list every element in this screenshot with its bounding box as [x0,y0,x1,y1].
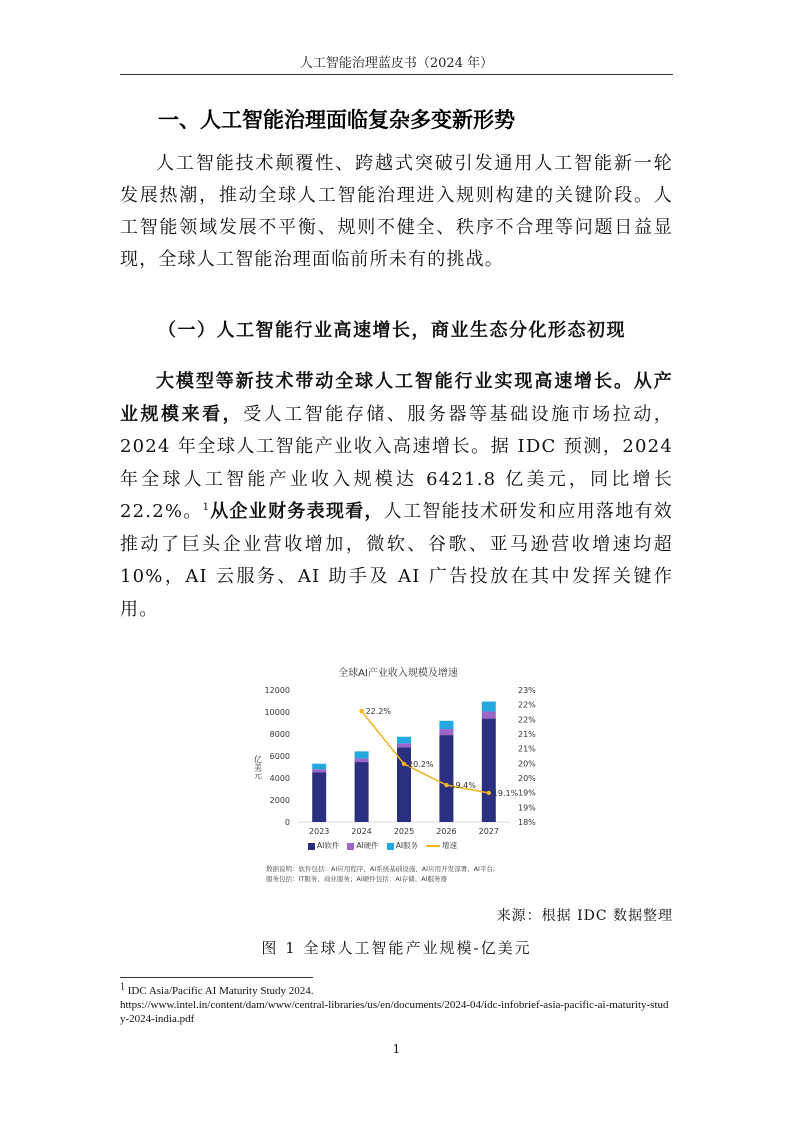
bar-services [439,721,453,729]
growth-data-label: 22.2% [365,707,392,717]
y-tick-label: 0 [284,818,290,827]
y-tick-label: 2000 [269,796,290,805]
body-text-2: 人工智能技术研发和应用落地有效推动了巨头企业营收增加，微软、谷歌、亚马逊营收增速均超 10%，AI 云服务、AI 助手及 AI 广告投放在其中发挥关键作用。 [120,501,673,620]
header-rule [120,74,673,75]
growth-data-label: 20.2% [408,759,434,769]
bar-hardware [355,758,369,762]
bar-hardware [482,711,496,718]
chart-note-2: 服务包括：IT服务、商业服务；AI硬件包括：AI存储、AI服务器 [266,875,447,883]
y2-tick-label: 20% [518,759,536,769]
section-heading: 一、人工智能治理面临复杂多变新形势 [158,108,515,132]
y2-tick-label: 21% [518,744,536,754]
y2-tick-label: 19% [518,788,536,798]
bar-hardware [397,743,411,747]
y-axis-label: 亿美元 [253,755,263,779]
legend-item-growth: 增速 [426,840,457,851]
growth-point [402,762,406,766]
y2-tick-label: 20% [518,774,536,783]
bar-software [482,719,496,822]
growth-data-label: 19.4% [450,781,476,791]
y-tick-label: 8000 [269,730,290,739]
chart-legend [308,840,457,851]
bar-hardware [439,729,453,735]
y-tick-label: 4000 [269,774,290,783]
y2-tick-label: 19% [518,803,536,813]
growth-data-label: 19.1% [492,788,519,798]
figure-caption: 图 1 全球人工智能产业规模-亿美元 [261,939,532,957]
figure-source: 来源：根据 IDC 数据整理 [496,908,673,924]
bar-software [312,773,326,823]
lead-bold-text-2: 从企业财务表现看， [210,501,384,522]
y2-tick-label: 22% [518,715,536,725]
running-header: 人工智能治理蓝皮书（2024 年） [299,56,494,71]
x-tick-label: 2023 [309,827,330,836]
chart-svg [248,660,548,840]
y-tick-label: 12000 [264,686,290,695]
body-text: 受人工智能存储、服务器等基础设施市场拉动，2024 年全球人工智能产业收入高速增长。据 IDC 预测，2024 年全球人工智能产业收入规模达 6421.8 亿美元，同比增长 22.2%。 [120,403,673,522]
x-tick-label: 2025 [393,827,415,836]
subsection-paragraph [120,366,673,626]
bar-services [482,702,496,712]
bar-services [312,764,326,770]
footnote-line-1: $^1$ IDC Asia/Pacific AI Maturity Study 2024. [120,981,314,997]
growth-point [487,791,491,795]
growth-point [444,783,448,787]
footnote-reference[interactable]: 1 [202,502,211,513]
section-paragraph: 人工智能技术颠覆性、跨越式突破引发通用人工智能新一轮发展热潮，推动全球人工智能治理进入规则构建的关键阶段。人工智能领域发展不平衡、规则不健全、秩序不合理等问题日益显现，全球人工智能治理面临前所未有的挑战。 [120,153,673,270]
page-number: 1 [392,1042,401,1056]
bar-services [397,737,411,744]
x-tick-label: 2024 [351,827,372,836]
y2-tick-label: 18% [518,818,536,827]
footnote [120,981,673,1026]
y-tick-label: 6000 [269,752,290,761]
lead-bold-text: 大模型等新技术带动全球人工智能行业实现高速增长。从产业规模来看， [120,371,673,425]
chart-note-1: 数据说明：软件包括：AI应用程序、AI系统基础设施、AI应用开发部署、AI平台; [266,865,496,873]
revenue-chart [248,660,548,890]
y2-tick-label: 23% [518,686,536,695]
legend-item-software: AI软件 [308,840,339,851]
footnote-url[interactable]: https://www.intel.in/content/dam/www/central-libraries/us/en/documents/2024-04/idc-infobrief-asia-pacific-ai-maturity-study-2024-india.pdf [120,999,669,1025]
x-tick-label: 2026 [436,827,457,836]
subsection-heading: （一）人工智能行业高速增长，商业生态分化形态初现 [158,320,626,341]
y2-tick-label: 22% [518,700,536,710]
y-tick-label: 10000 [264,708,290,717]
chart-title: 全球AI产业收入规模及增速 [338,668,458,679]
bar-software [355,762,369,822]
growth-point [359,709,363,713]
legend-item-hardware: AI硬件 [347,840,378,851]
bar-hardware [312,769,326,772]
legend-item-services: AI服务 [387,840,418,851]
footnote-rule [120,977,313,978]
bar-services [355,751,369,758]
y2-tick-label: 21% [518,730,536,739]
x-tick-label: 2027 [478,827,499,836]
bar-software [439,735,453,822]
